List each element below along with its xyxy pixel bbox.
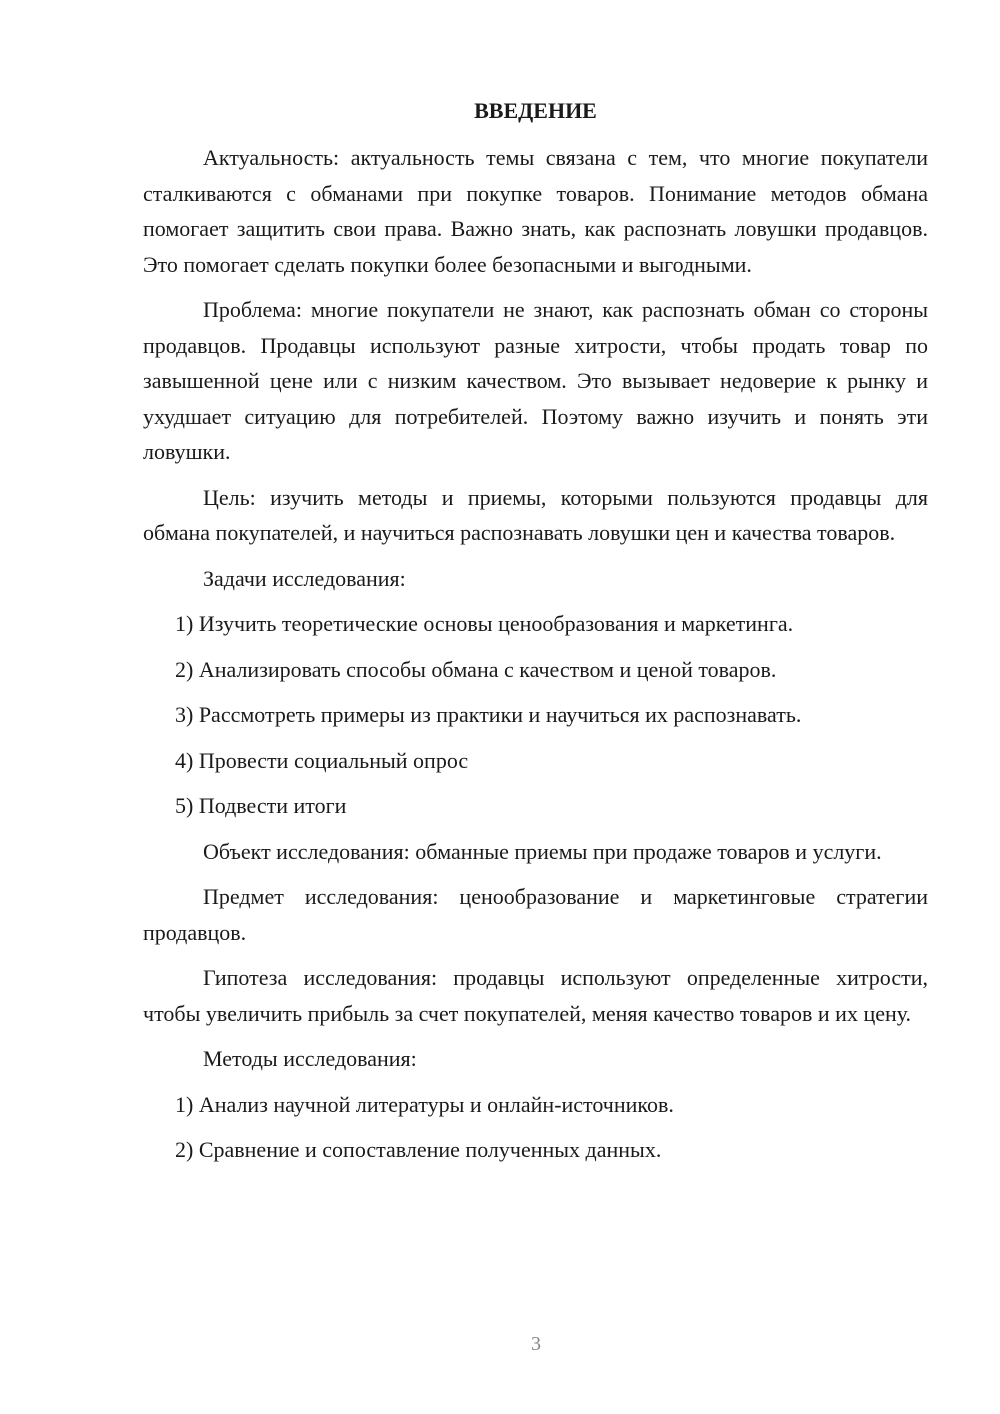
methods-heading: Методы исследования: xyxy=(203,1046,417,1071)
document-body xyxy=(143,94,928,1178)
method-item: 2) Сравнение и сопоставление полученных данных. xyxy=(175,1137,662,1162)
task-item: 3) Рассмотреть примеры из практики и научиться их распознавать. xyxy=(175,702,802,727)
section-title: ВВЕДЕНИЕ xyxy=(474,98,597,123)
page-number: 3 xyxy=(531,1333,541,1355)
task-item: 1) Изучить теоретические основы ценообразования и маркетинга. xyxy=(175,611,794,636)
tasks-list xyxy=(143,606,928,824)
hypothesis-paragraph: Гипотеза исследования: продавцы используют определенные хитрости, чтобы увеличить прибыль за счет покупателей, меняя качество товаров и их цену. xyxy=(143,965,928,1026)
subject-paragraph: Предмет исследования: ценообразование и маркетинговые стратегии продавцов. xyxy=(143,884,928,945)
relevance-paragraph: Актуальность: актуальность темы связана с тем, что многие покупатели сталкиваются с обманами при покупке товаров. Понимание методов обмана помогает защитить свои права. Важно знать, как распознать ловушки продавцов. Это помогает сделать покупки более безопасными и выгодными. xyxy=(143,145,928,277)
task-item: 2) Анализировать способы обмана с качеством и ценой товаров. xyxy=(175,656,777,682)
tasks-heading: Задачи исследования: xyxy=(203,565,406,591)
problem-paragraph: Проблема: многие покупатели не знают, как распознать обман со стороны продавцов. Продавцы используют разные хитрости, чтобы продать товар по завышенной цене или с низким качеством. Это вызывает недоверие к рынку и ухудшает ситуацию для потребителей. Поэтому важно изучить и понять эти ловушки. xyxy=(143,297,928,464)
task-item: 5) Подвести итоги xyxy=(175,793,347,818)
methods-list xyxy=(143,1087,928,1168)
method-item: 1) Анализ научной литературы и онлайн-источников. xyxy=(175,1091,674,1117)
object-paragraph: Объект исследования: обманные приемы при продаже товаров и услуги. xyxy=(203,838,882,864)
goal-paragraph: Цель: изучить методы и приемы, которыми пользуются продавцы для обмана покупателей, и научиться распознавать ловушки цен и качества товаров. xyxy=(143,484,928,545)
task-item: 4) Провести социальный опрос xyxy=(175,747,469,773)
